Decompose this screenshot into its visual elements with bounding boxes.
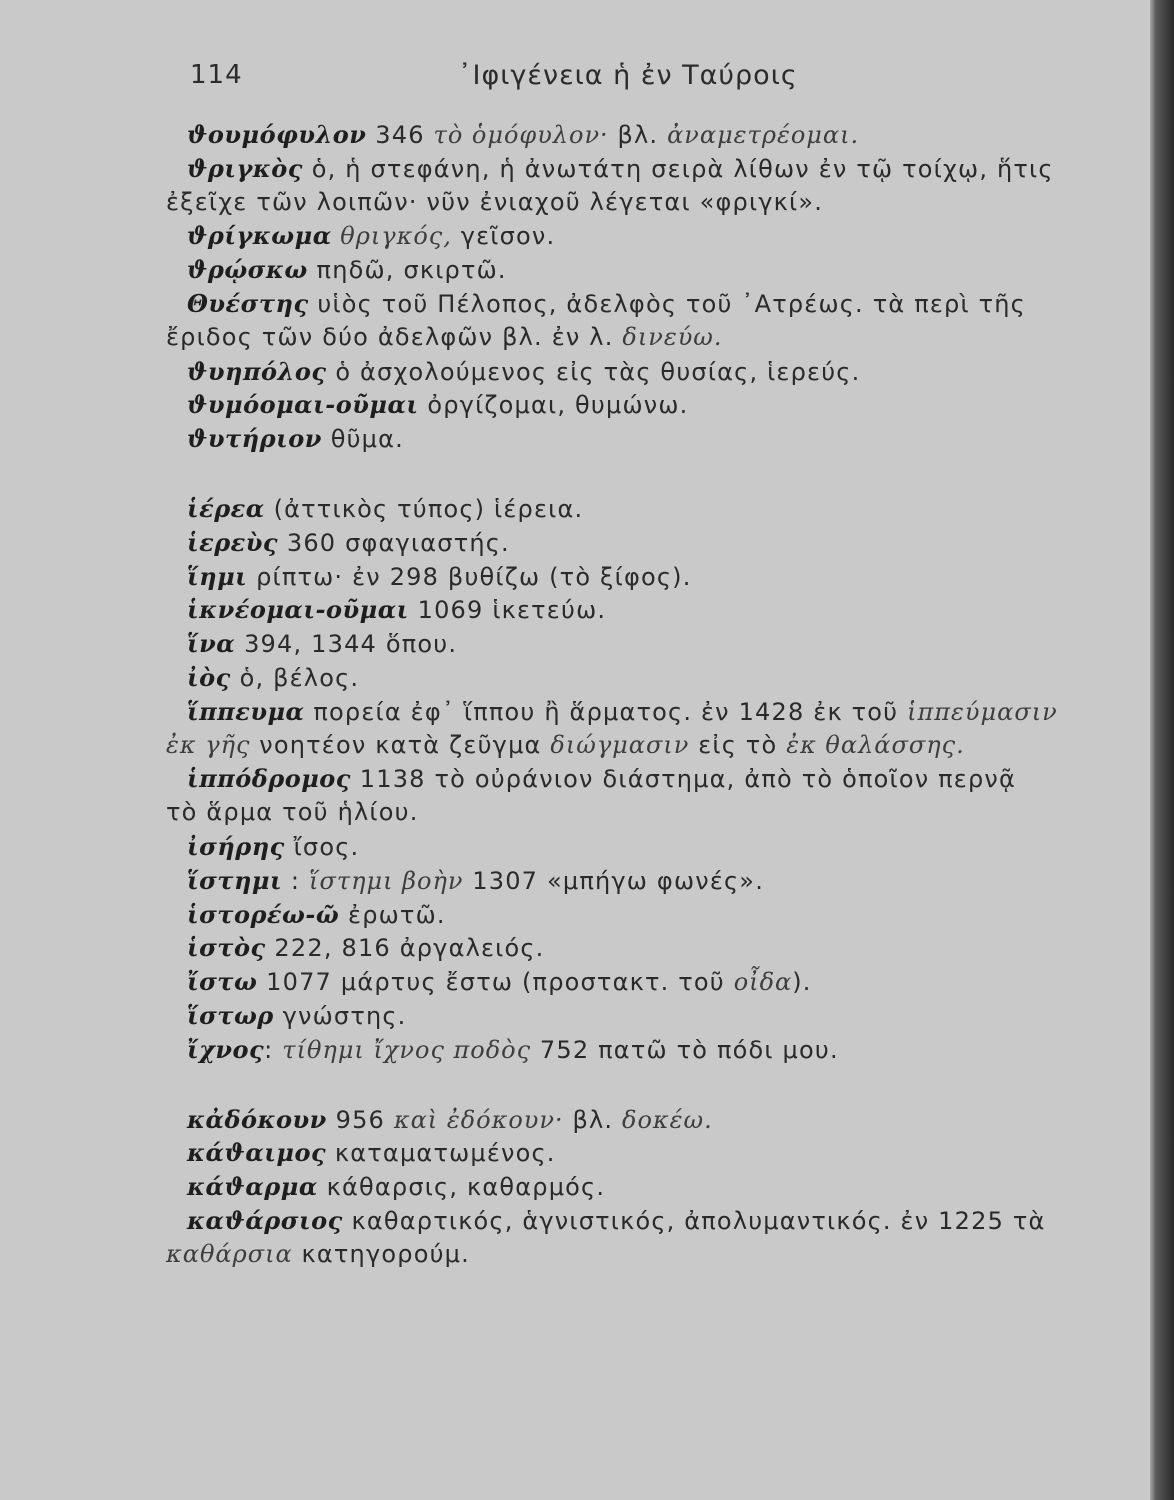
entry-citation: τὸ ὁμόφυλον· [433, 121, 609, 149]
entry-text: 956 [326, 1105, 394, 1134]
entry-citation: θριγκός, [331, 222, 452, 251]
glossary-entry [166, 253, 1128, 287]
entry-headword: ἱστὸς [187, 933, 266, 963]
entry-text: 222, 816 ἀργαλειός. [265, 934, 545, 963]
entry-continuation [166, 796, 1128, 830]
entry-text: 1077 μάρτυς ἔστω (προστακτ. τοῦ [257, 968, 734, 997]
entry-text: βλ. [563, 1105, 623, 1134]
entry-text: θῦμα. [321, 425, 404, 454]
entry-headword: ἵστωρ [187, 1000, 274, 1030]
section-gap [166, 456, 1128, 492]
entry-text: εἰς τὸ [689, 730, 787, 759]
entry-headword: ϑριγκὸς [187, 153, 303, 183]
entry-text: πηδῶ, σκιρτῶ. [307, 256, 507, 285]
entry-text: βλ. [608, 121, 668, 149]
entry-text: ἴσος. [284, 832, 360, 861]
entry-headword: κἀδόκουν [187, 1104, 327, 1134]
entry-text: νοητέον κατὰ ζεῦγμα [250, 730, 551, 759]
glossary-entry [166, 695, 1128, 729]
entry-text: καταματωμένος. [326, 1139, 556, 1168]
entry-headword: κάϑαιμος [187, 1138, 327, 1168]
glossary-entry [166, 762, 1128, 796]
entry-headword: ϑουμόφυλον [187, 120, 367, 149]
entry-text: τὸ ἅρμα τοῦ ἡλίου. [166, 798, 419, 827]
glossary-entry [166, 388, 1128, 422]
entry-headword: ἵππευμα [187, 696, 305, 726]
entry-text: κάθαρσις, καθαρμός. [317, 1173, 606, 1202]
entry-headword: ἴχνος [187, 1034, 265, 1064]
entry-text: ρίπτω· ἐν 298 βυθίζω (τὸ ξίφος). [247, 562, 692, 591]
glossary-entry [166, 152, 1128, 186]
entry-text: 1307 «μπήγω φωνές». [463, 866, 765, 895]
glossary-entry [166, 1136, 1128, 1170]
entry-citation: καὶ ἐδόκουν· [393, 1105, 564, 1134]
page-header [190, 60, 1090, 100]
glossary-entry [166, 422, 1128, 456]
glossary-entry [166, 999, 1128, 1033]
entry-citation: οἶδα [733, 968, 793, 997]
entry-text: γεῖσον. [451, 222, 556, 251]
glossary-entry [166, 830, 1128, 864]
entry-text: 360 σφαγιαστής. [278, 528, 510, 557]
glossary-entry [166, 526, 1128, 560]
glossary-entry [166, 898, 1128, 932]
entry-headword: ἱέρεα [187, 493, 265, 523]
entry-text: 1069 ἱκετεύω. [408, 596, 607, 625]
glossary-entry [166, 965, 1128, 999]
entry-headword: ἵστημι [187, 865, 283, 895]
glossary-entry [166, 1103, 1128, 1137]
entry-cross-reference: ἀναμετρέομαι. [667, 121, 860, 149]
entry-headword: ἵημι [187, 561, 248, 591]
glossary-entry [166, 593, 1128, 627]
entry-text: καθαρτικός, ἁγνιστικός, ἀπολυμαντικός. ἐν 1225 τὰ [342, 1206, 1046, 1235]
entry-text: (ἀττικὸς τύπος) ἱέρεια. [264, 494, 584, 523]
entry-citation: ἵστημι βοὴν [309, 866, 464, 895]
entry-citation: τίθημι ἴχνος ποδὸς [282, 1035, 532, 1064]
glossary-entry [166, 931, 1128, 965]
entry-citation: ἱππεύμασιν [907, 697, 1058, 726]
entry-text: κατηγορούμ. [292, 1239, 470, 1268]
glossary-entry [166, 287, 1128, 321]
entry-text: 394, 1344 ὅπου. [235, 630, 458, 659]
entry-text: 752 πατῶ τὸ πόδι μου. [531, 1035, 839, 1064]
page-edge-shadow [1150, 0, 1174, 1500]
entry-headword: ϑρίγκωμα [187, 221, 332, 251]
entry-text: 346 [366, 121, 434, 149]
entry-citation: ἐκ θαλάσσης. [786, 730, 965, 759]
entry-headword: ἴστω [187, 967, 258, 997]
entry-headword: ἱππόδρομος [187, 764, 351, 794]
entry-citation: καθάρσια [166, 1239, 293, 1268]
entry-headword: κάϑαρμα [187, 1172, 318, 1202]
glossary-entry [166, 1204, 1128, 1238]
entry-text: ὁ ἀσχολούμενος εἰς τὰς θυσίας, ἱερεύς. [326, 357, 861, 386]
entry-continuation [166, 186, 1128, 220]
entry-text: ὀργίζομαι, θυμώνω. [418, 391, 689, 420]
glossary-entry [166, 627, 1128, 661]
glossary-text [166, 118, 1128, 1272]
entry-headword: ϑυηπόλος [187, 356, 327, 386]
entry-citation: ἐκ γῆς [166, 730, 251, 759]
glossary-entry [166, 1170, 1128, 1204]
entry-text: ἐξεῖχε τῶν λοιπῶν· νῦν ἐνιαχοῦ λέγεται «φριγκί». [166, 187, 824, 216]
section-gap [166, 1067, 1128, 1103]
entry-headword: Θυέστης [187, 288, 309, 318]
glossary-entry [166, 219, 1128, 253]
entry-text: ἔριδος τῶν δύο ἀδελφῶν βλ. ἐν λ. [166, 322, 623, 351]
entry-headword: ἵνα [187, 629, 236, 659]
entry-text: ὁ, βέλος. [230, 663, 360, 692]
entry-headword: ἱερεὺς [187, 527, 279, 557]
entry-headword: ἰσήρης [187, 831, 285, 861]
entry-text: ὁ, ἡ στεφάνη, ἡ ἀνωτάτη σειρὰ λίθων ἐν τῷ τοίχῳ, ἥτις [302, 154, 1054, 183]
entry-text: ). [792, 968, 812, 997]
entry-citation: διώγμασιν [550, 730, 690, 759]
entry-headword: ϑυμόομαι-οῦμαι [187, 390, 419, 420]
running-title: ᾿Ιφιγένεια ἡ ἐν Ταύροις [458, 60, 798, 91]
entry-headword: ϑρῴσκω [187, 255, 308, 285]
glossary-entry [166, 355, 1128, 389]
entry-headword: ϑυτήριον [187, 424, 322, 454]
entry-text: πορεία ἐφ᾿ ἵππου ἢ ἅρματος. ἐν 1428 ἐκ τοῦ [304, 697, 908, 726]
entry-text: υἱὸς τοῦ Πέλοπος, ἀδελφὸς τοῦ ᾿Ατρέως. τὰ περὶ τῆς [308, 289, 1026, 318]
glossary-entry [166, 864, 1128, 898]
entry-headword: καϑάρσιος [187, 1205, 343, 1235]
glossary-entry [166, 661, 1128, 695]
page-number: 114 [190, 60, 243, 90]
entry-continuation [166, 1238, 1128, 1272]
entry-headword: ἱστορέω-ῶ [187, 899, 340, 929]
entry-text: 1138 τὸ οὐράνιον διάστημα, ἀπὸ τὸ ὁποῖον περνᾷ [350, 765, 1017, 794]
entry-continuation [166, 321, 1128, 355]
entry-text: ἐρωτῶ. [339, 900, 446, 929]
glossary-entry [166, 118, 1128, 152]
entry-cross-reference: δινεύω. [622, 322, 723, 351]
entry-cross-reference: δοκέω. [622, 1105, 713, 1134]
glossary-entry [166, 1033, 1128, 1067]
entry-text: : [264, 1035, 283, 1064]
glossary-entry [166, 560, 1128, 594]
entry-continuation [166, 729, 1128, 763]
entry-text: : [282, 866, 310, 895]
entry-headword: ἰὸς [187, 662, 231, 692]
entry-text: γνώστης. [273, 1001, 407, 1030]
entry-headword: ἱκνέομαι-οῦμαι [187, 595, 409, 625]
glossary-entry [166, 492, 1128, 526]
